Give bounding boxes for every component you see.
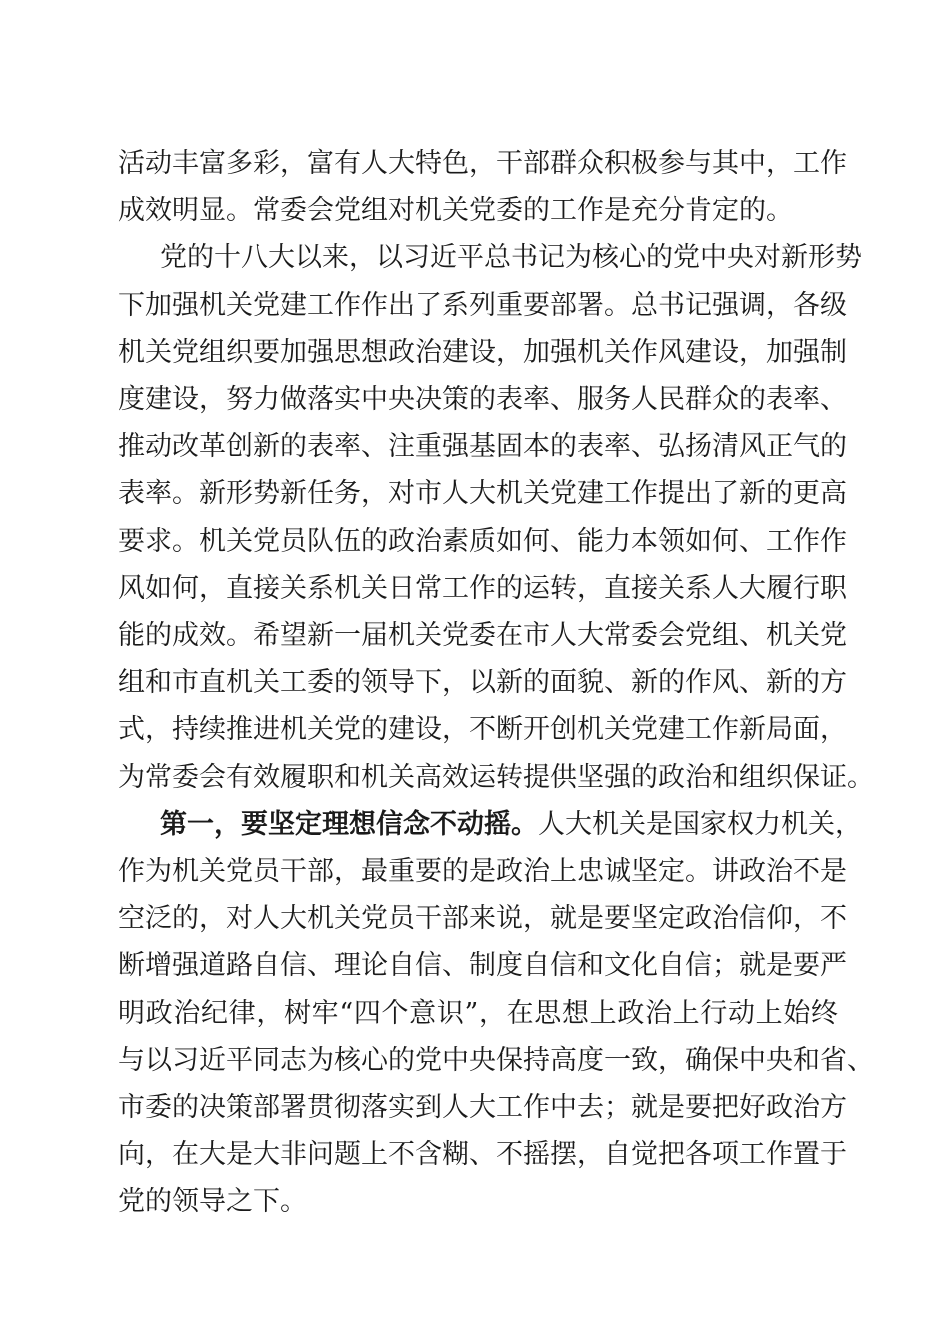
paragraph-3-line-1 xyxy=(118,801,862,848)
paragraph-3-line-3: 空泛的，对人大机关党员干部来说，就是要坚定政治信仰，不 xyxy=(118,903,847,935)
paragraph-3-line-4: 断增强道路自信、理论自信、制度自信和文化自信；就是要严 xyxy=(118,950,847,982)
paragraph-2-line-10: 组和市直机关工委的领导下，以新的面貌、新的作风、新的方 xyxy=(118,667,847,699)
paragraph-2-line-3: 机关党组织要加强思想政治建设，加强机关作风建设，加强制 xyxy=(118,336,847,368)
paragraph-3-line-2: 作为机关党员干部，最重要的是政治上忠诚坚定。讲政治不是 xyxy=(118,856,847,888)
paragraph-3-line-9: 党的领导之下。 xyxy=(118,1186,307,1218)
paragraph-1-line-2: 成效明显。常委会党组对机关党委的工作是充分肯定的。 xyxy=(118,195,793,227)
paragraph-3-line-5: 明政治纪律，树牢“四个意识”，在思想上政治上行动上始终 xyxy=(118,997,838,1029)
paragraph-2-line-2: 下加强机关党建工作作出了系列重要部署。总书记强调，各级 xyxy=(118,289,847,321)
paragraph-2-line-9: 能的成效。希望新一届机关党委在市人大常委会党组、机关党 xyxy=(118,620,847,652)
paragraph-1-line-1: 活动丰富多彩，富有人大特色，干部群众积极参与其中，工作 xyxy=(118,148,847,179)
section-heading: 第一，要坚定理想信念不动摇。 xyxy=(160,808,538,840)
paragraph-2-line-8: 风如何，直接关系机关日常工作的运转，直接关系人大履行职 xyxy=(118,572,847,604)
paragraph-3-line-7: 市委的决策部署贯彻落实到人大工作中去；就是要把好政治方 xyxy=(118,1092,847,1124)
paragraph-3-line-1-rest: 人大机关是国家权力机关， xyxy=(538,808,862,840)
paragraph-2-line-7: 要求。机关党员队伍的政治素质如何、能力本领如何、工作作 xyxy=(118,525,847,557)
paragraph-2-line-11: 式，持续推进机关党的建设，不断开创机关党建工作新局面， xyxy=(118,714,847,746)
paragraph-3-line-8: 向，在大是大非问题上不含糊、不摇摆，自觉把各项工作置于 xyxy=(118,1139,847,1171)
paragraph-2-line-4: 度建设，努力做落实中央决策的表率、服务人民群众的表率、 xyxy=(118,384,847,416)
paragraph-2-line-1: 党的十八大以来，以习近平总书记为核心的党中央对新形势 xyxy=(160,242,862,274)
paragraph-3-line-6: 与以习近平同志为核心的党中央保持高度一致，确保中央和省、 xyxy=(118,1044,874,1076)
paragraph-2-line-5: 推动改革创新的表率、注重强基固本的表率、弘扬清风正气的 xyxy=(118,431,847,463)
document-body xyxy=(118,140,874,1226)
paragraph-2-line-6: 表率。新形势新任务，对市人大机关党建工作提出了新的更高 xyxy=(118,478,847,510)
paragraph-2-line-12: 为常委会有效履职和机关高效运转提供坚强的政治和组织保证。 xyxy=(118,761,874,793)
